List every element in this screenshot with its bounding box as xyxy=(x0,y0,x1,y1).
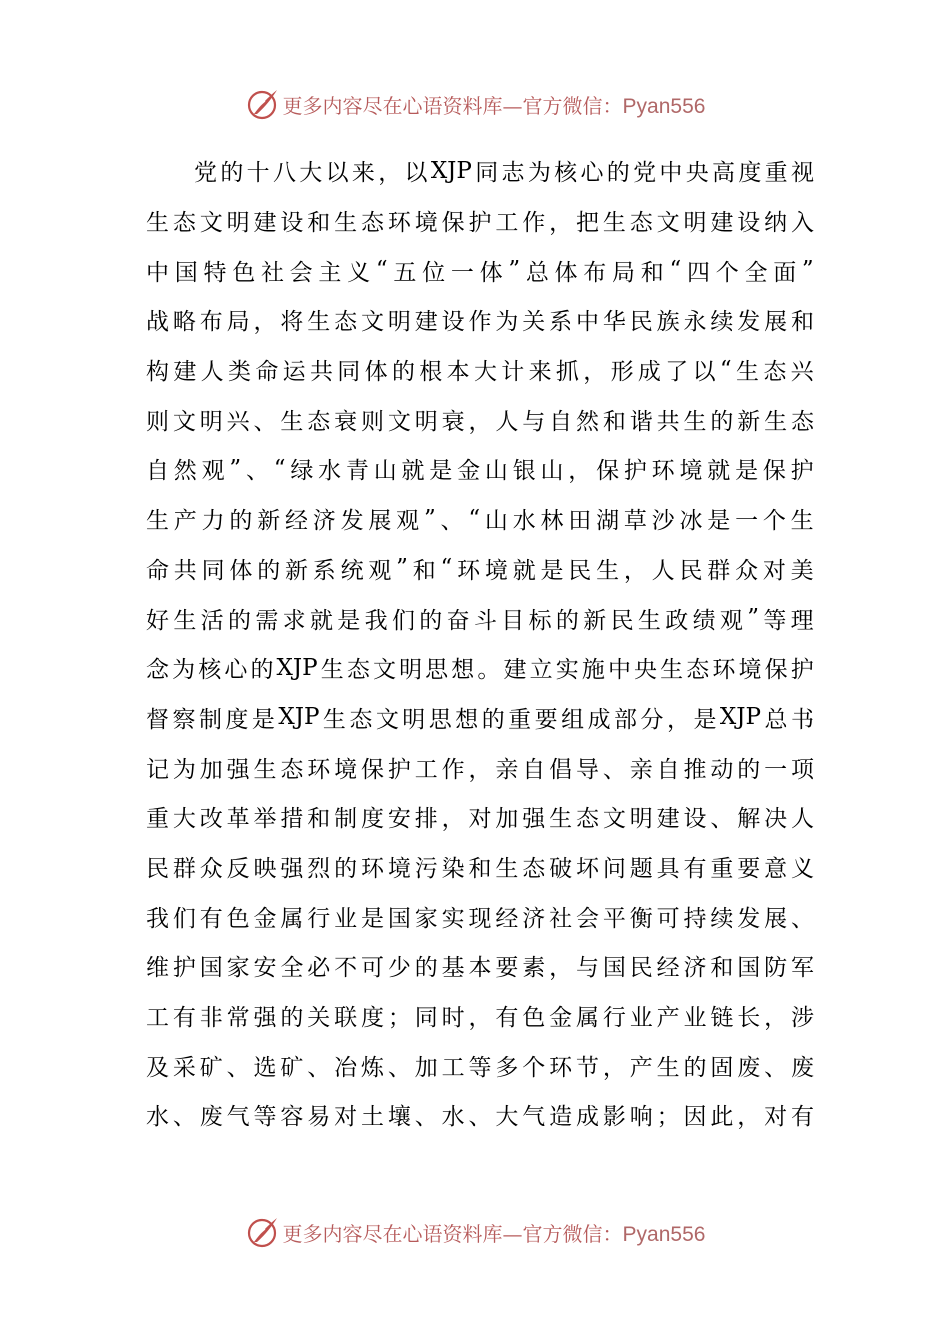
watermark-wechat-id: Pyan556 xyxy=(622,94,706,118)
text-line: 党 的 十 八 大 以 来 ， 以 XJP 同 志 为 核 心 的 党 中 央 高 度 重 视 xyxy=(194,157,814,187)
watermark-main-text: 更多内容尽在心语资料库 xyxy=(282,93,503,118)
text-line: 及 采 矿 、 选 矿 、 冶 炼 、 加 工 等 多 个 环 节 ， 产 生 的 固 废 、 废 xyxy=(146,1054,814,1081)
text-line: 记 为 加 强 生 态 环 境 保 护 工 作 ， 亲 自 倡 导 、 亲 自 推 动 的 一 项 xyxy=(146,756,814,783)
text-line: 念 为 核 心 的 XJP 生 态 文 明 思 想 。 建 立 实 施 中 央 生 态 环 境 保 护 xyxy=(146,654,814,684)
text-line: 水 、 废 气 等 容 易 对 土 壤 、 水 、 大 气 造 成 影 响 ； 因 此 ， 对 有 xyxy=(146,1104,814,1131)
watermark-wechat-label: —官方微信： xyxy=(502,1221,623,1246)
text-line: 好 生 活 的 需 求 就 是 我 们 的 奋 斗 目 标 的 新 民 生 政 绩 观 ” 等 理 xyxy=(146,605,814,634)
text-line: 生 产 力 的 新 经 济 发 展 观 ” 、 “ 山 水 林 田 湖 草 沙 冰 是 一 个 生 xyxy=(146,505,814,535)
text-line: 则 文 明 兴 、 生 态 衰 则 文 明 衰 ， 人 与 自 然 和 谐 共 生 的 新 生 态 xyxy=(146,408,814,435)
quill-logo-icon xyxy=(245,86,281,122)
text-line: 生 态 文 明 建 设 和 生 态 环 境 保 护 工 作 ， 把 生 态 文 明 建 设 纳 入 xyxy=(146,210,814,237)
watermark-text xyxy=(283,1218,706,1247)
watermark-main-text: 更多内容尽在心语资料库 xyxy=(282,1221,503,1246)
text-line: 维 护 国 家 安 全 必 不 可 少 的 基 本 要 素 ， 与 国 民 经 济 和 国 防 军 xyxy=(146,955,814,982)
text-line: 督 察 制 度 是 XJP 生 态 文 明 思 想 的 重 要 组 成 部 分 ， 是 XJP 总 书 xyxy=(146,704,814,733)
text-line: 我 们 有 色 金 属 行 业 是 国 家 实 现 经 济 社 会 平 衡 可 持 续 发 展 、 xyxy=(146,905,814,932)
text-line: 中 国 特 色 社 会 主 义 “ 五 位 一 体 ” 总 体 布 局 和 “ 四 个 全 面 ” xyxy=(146,257,814,286)
watermark-wechat-label: —官方微信： xyxy=(502,93,623,118)
text-line: 战 略 布 局 ， 将 生 态 文 明 建 设 作 为 关 系 中 华 民 族 永 续 发 展 和 xyxy=(146,309,814,336)
header-watermark xyxy=(0,84,950,124)
text-line: 构 建 人 类 命 运 共 同 体 的 根 本 大 计 来 抓 ， 形 成 了 以 “ 生 态 兴 xyxy=(146,356,814,386)
watermark-text xyxy=(283,90,706,119)
text-line: 命 共 同 体 的 新 系 统 观 ” 和 “ 环 境 就 是 民 生 ， 人 民 群 众 对 美 xyxy=(146,555,814,584)
text-line: 自 然 观 ” 、 “ 绿 水 青 山 就 是 金 山 银 山 ， 保 护 环 境 就 是 保 护 xyxy=(146,455,814,485)
text-line: 重 大 改 革 举 措 和 制 度 安 排 ， 对 加 强 生 态 文 明 建 设 、 解 决 人 xyxy=(146,806,814,833)
text-line: 工 有 非 常 强 的 关 联 度 ； 同 时 ， 有 色 金 属 行 业 产 业 链 长 ， 涉 xyxy=(146,1005,814,1032)
quill-logo-icon xyxy=(245,1214,281,1250)
footer-watermark xyxy=(0,1212,950,1252)
text-line: 民 群 众 反 映 强 烈 的 环 境 污 染 和 生 态 破 坏 问 题 具 有 重 要 意 义 xyxy=(146,855,814,882)
document-body xyxy=(146,146,814,1140)
watermark-wechat-id: Pyan556 xyxy=(622,1222,706,1246)
